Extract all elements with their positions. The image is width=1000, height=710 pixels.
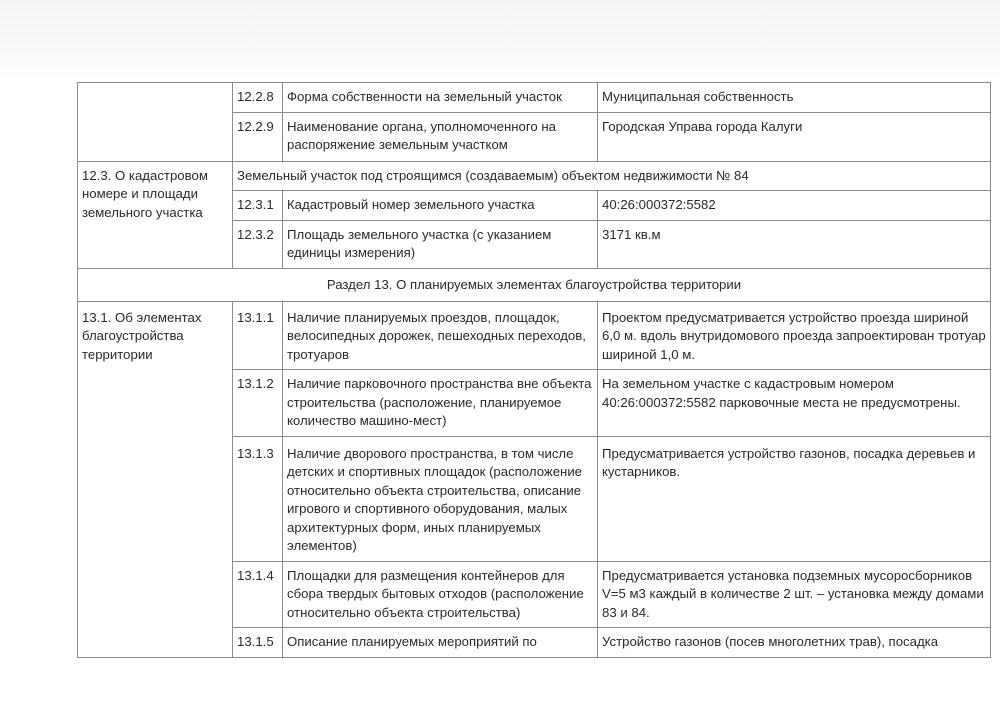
section-13-header-row: [78, 268, 991, 301]
row-value: 40:26:000372:5582: [598, 191, 991, 221]
section-title-13-1: 13.1. Об элементах благоустройства территории: [78, 301, 233, 657]
row-label: Площадь земельного участка (с указанием единицы измерения): [283, 220, 598, 268]
row-value: Муниципальная собственность: [598, 83, 991, 113]
row-number: 12.3.2: [233, 220, 283, 268]
row-label: Описание планируемых мероприятий по: [283, 628, 598, 658]
row-number: 12.3.1: [233, 191, 283, 221]
row-label: Наименование органа, уполномоченного на распоряжение земельным участком: [283, 112, 598, 161]
row-label: Наличие планируемых проездов, площадок, велосипедных дорожек, пешеходных переходов, тротуаров: [283, 301, 598, 370]
row-number: 12.2.9: [233, 112, 283, 161]
row-label: Площадки для размещения контейнеров для сбора твердых бытовых отходов (расположение относительно объекта строительства): [283, 561, 598, 628]
row-number: 13.1.1: [233, 301, 283, 370]
row-number: 13.1.2: [233, 370, 283, 437]
row-number: 12.2.8: [233, 83, 283, 113]
row-label: Кадастровый номер земельного участка: [283, 191, 598, 221]
empty-section-cell: [78, 83, 233, 162]
row-value: Городская Управа города Калуги: [598, 112, 991, 161]
section-title-12-3: 12.3. О кадастровом номере и площади земельного участка: [78, 161, 233, 268]
row-value: 3171 кв.м: [598, 220, 991, 268]
row-value: На земельном участке с кадастровым номером 40:26:000372:5582 парковочные места не предусмотрены.: [598, 370, 991, 437]
row-label: Наличие парковочного пространства вне объекта строительства (расположение, планируемое количество машино-мест): [283, 370, 598, 437]
table-row-12-2-8: [78, 83, 991, 113]
scan-background: [0, 0, 1000, 80]
row-number: 13.1.5: [233, 628, 283, 658]
row-label: Наличие дворового пространства, в том числе детских и спортивных площадок (расположение относительно объекта строительства, описание игрового и спортивного оборудования, малых архитектурных форм, иных планируемых элементов): [283, 436, 598, 561]
row-value: Предусматривается установка подземных мусоросборников V=5 м3 каждый в количестве 2 шт. – установка между домами 83 и 84.: [598, 561, 991, 628]
declaration-table: [77, 82, 991, 658]
row-value: Устройство газонов (посев многолетних трав), посадка: [598, 628, 991, 658]
section-subheader: Земельный участок под строящимся (создаваемым) объектом недвижимости № 84: [233, 161, 991, 191]
row-value: Предусматривается устройство газонов, посадка деревьев и кустарников.: [598, 436, 991, 561]
row-label: Форма собственности на земельный участок: [283, 83, 598, 113]
section-header: Раздел 13. О планируемых элементах благоустройства территории: [78, 268, 991, 301]
table-row-12-3-subheader: [78, 161, 991, 191]
row-number: 13.1.3: [233, 436, 283, 561]
row-value: Проектом предусматривается устройство проезда шириной 6,0 м. вдоль внутридомового проезда запроектирован тротуар шириной 1,0 м.: [598, 301, 991, 370]
table-row-13-1-1: [78, 301, 991, 370]
row-number: 13.1.4: [233, 561, 283, 628]
